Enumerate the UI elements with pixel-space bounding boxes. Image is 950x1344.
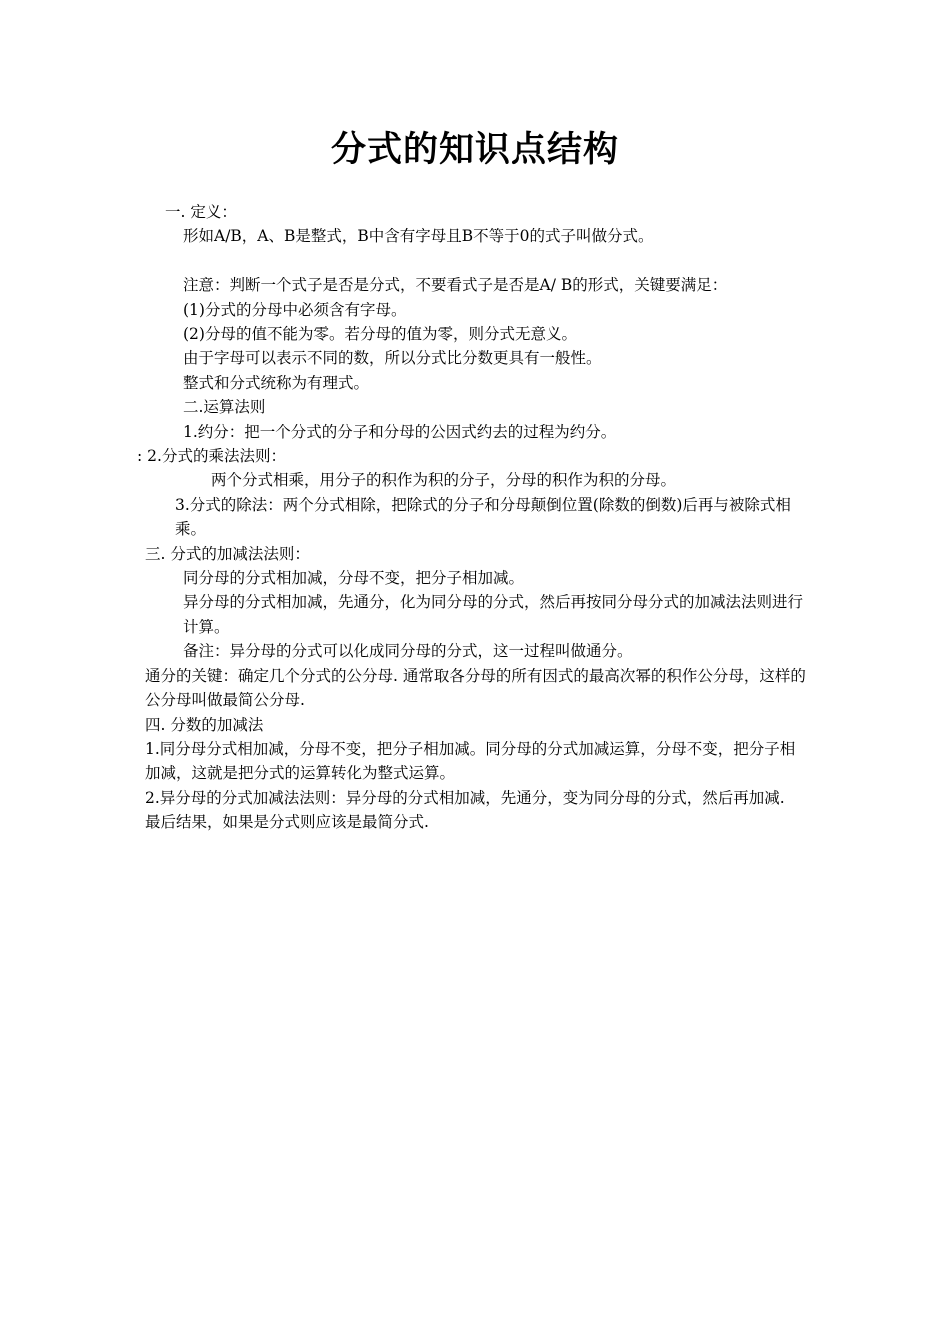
paragraph-different-denominator: 2.异分母的分式加减法法则：异分母的分式相加减，先通分，变为同分母的分式，然后再加减. — [145, 788, 785, 807]
note-item-2: (2)分母的值不能为零。若分母的值为零，则分式无意义。 — [183, 325, 577, 344]
paragraph-lcd: 通分的关键：确定几个分式的公分母. 通常取各分母的所有因式的最高次幂的积作公分母，这样的公分母叫做最简公分母. — [145, 666, 806, 710]
rule-multiplication: 两个分式相乘，用分子的积作为积的分子，分母的积作为积的分母。 — [211, 471, 677, 490]
paragraph-note: 注意：判断一个式子是否是分式，不要看式子是否是A/ B的形式，关键要满足： — [183, 276, 728, 295]
section-heading-operations: 二.运算法则 — [183, 398, 266, 417]
rule-multiplication-heading: : 2.分式的乘法法则： — [137, 447, 286, 466]
paragraph-generality: 由于字母可以表示不同的数，所以分式比分数更具有一般性。 — [183, 349, 602, 368]
paragraph-definition: 形如A/B，A、B是整式，B中含有字母且B不等于0的式子叫做分式。 — [183, 227, 654, 246]
rule-same-denominator: 同分母的分式相加减，分母不变，把分子相加减。 — [183, 569, 525, 588]
rule-reduction: 1.约分：把一个分式的分子和分母的公因式约去的过程为约分。 — [183, 422, 617, 441]
paragraph-same-denominator: 1.同分母分式相加减，分母不变，把分子相加减。同分母的分式加减运算，分母不变，把分子相加减，这就是把分式的运算转化为整式运算。 — [145, 739, 796, 783]
section-heading-addition: 三. 分式的加减法法则： — [145, 544, 310, 563]
paragraph-rational: 整式和分式统称为有理式。 — [183, 373, 370, 392]
remark-common-denominator: 备注：异分母的分式可以化成同分母的分式，这一过程叫做通分。 — [183, 642, 633, 661]
note-item-1: (1)分式的分母中必须含有字母。 — [183, 300, 407, 319]
rule-division: 3.分式的除法：两个分式相除，把除式的分子和分母颠倒位置(除数的倒数)后再与被除式相乘。 — [175, 495, 791, 539]
section-heading-definition: 一. 定义： — [165, 203, 237, 221]
document-title: 分式的知识点结构 — [330, 130, 619, 170]
section-heading-fraction-addition: 四. 分数的加减法 — [145, 715, 264, 734]
document-body — [137, 200, 809, 835]
paragraph-final-result: 最后结果，如果是分式则应该是最简分式. — [145, 813, 429, 832]
rule-different-denominator: 异分母的分式相加减，先通分，化为同分母的分式，然后再按同分母分式的加减法法则进行计算。 — [183, 593, 804, 636]
blank-line — [145, 249, 809, 273]
